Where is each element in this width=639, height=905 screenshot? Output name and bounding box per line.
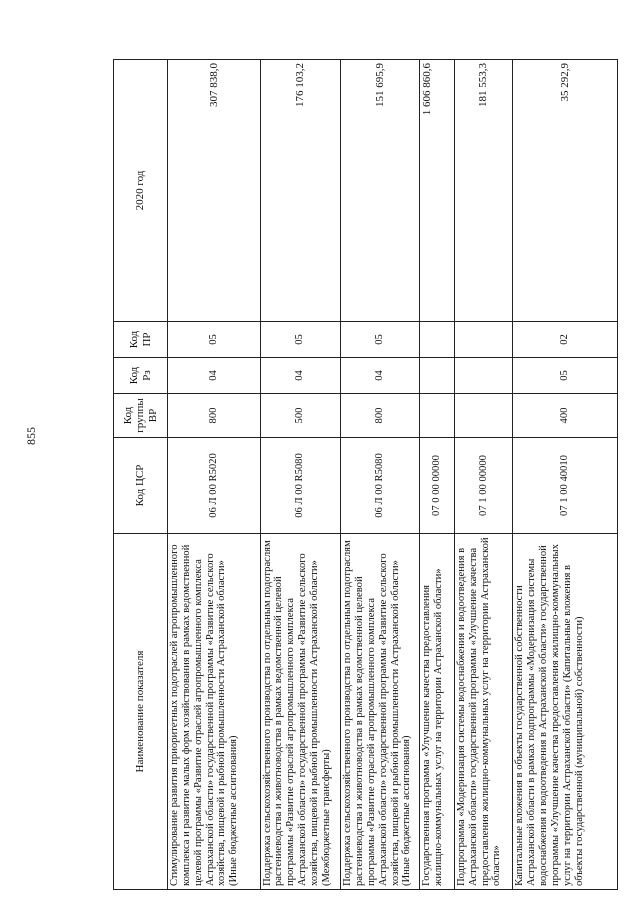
- row-amount: 181 553,3: [454, 60, 512, 322]
- row-csr: 07 1 00 00000: [454, 438, 512, 534]
- row-name: Поддержка сельскохозяйственного производства по отдельным подотраслям растениеводства и животноводства в рамках ведомственной целевой программы «Развитие отраслей агропромышленного комплекса Астраханской области» государственной программы «Развитие сельского хозяйства, пищевой и рыбной промышленности Астраханской области» (Иные бюджетные ассигнования): [341, 534, 420, 890]
- row-csr: 06 Л 00 R5080: [341, 438, 420, 534]
- row-pr: 05: [260, 322, 341, 358]
- row-vr: 800: [341, 394, 420, 438]
- table-row: [513, 60, 618, 890]
- row-vr: 800: [168, 394, 261, 438]
- header-csr: Код ЦСР: [114, 438, 168, 534]
- header-name: Наименование показателя: [114, 534, 168, 890]
- table-row: [341, 60, 420, 890]
- row-amount: 35 292,9: [513, 60, 618, 322]
- row-name: Государственная программа «Улучшение качества предоставления жилищно-коммунальных услуг на территории Астраханской области»: [419, 534, 454, 890]
- table-row: [454, 60, 512, 890]
- row-amount: 151 695,9: [341, 60, 420, 322]
- row-name: Поддержка сельскохозяйственного производства по отдельным подотраслям растениеводства и животноводства в рамках ведомственной целевой программы «Развитие отраслей агропромышленного комплекса Астраханской области» государственной программы «Развитие сельского хозяйства, пищевой и рыбной промышленности Астраханской области» (Межбюджетные трансферты): [260, 534, 341, 890]
- table-row: [168, 60, 261, 890]
- row-csr: 07 0 00 00000: [419, 438, 454, 534]
- table-row: [419, 60, 454, 890]
- row-name: Капитальные вложения в объекты государственной собственности Астраханской области в рамках подпрограммы «Модернизация системы водоснабжения и водоотведения в Астраханской области» государственной программы «Улучшение качества предоставления жилищно-коммунальных услуг на территории Астраханской области» (Капитальные вложения в объекты государственной (муниципальной) собственности): [513, 534, 618, 890]
- row-rz: 04: [168, 358, 261, 394]
- header-vr: Код группы ВР: [114, 394, 168, 438]
- row-rz: 04: [260, 358, 341, 394]
- budget-table: [113, 59, 618, 890]
- row-rz: [419, 358, 454, 394]
- header-2020: 2020 год: [114, 60, 168, 322]
- row-csr: 06 Л 00 R5080: [260, 438, 341, 534]
- row-csr: 07 1 00 40010: [513, 438, 618, 534]
- row-pr: 05: [168, 322, 261, 358]
- row-vr: 500: [260, 394, 341, 438]
- row-pr: [454, 322, 512, 358]
- row-csr: 06 Л 00 R5020: [168, 438, 261, 534]
- rotated-table-wrapper: [113, 60, 618, 890]
- row-pr: [419, 322, 454, 358]
- row-amount: 1 606 860,6: [419, 60, 454, 322]
- row-vr: [419, 394, 454, 438]
- row-rz: [454, 358, 512, 394]
- row-name: Стимулирование развития приоритетных подотраслей агропромышленного комплекса и развитие малых форм хозяйствования в рамках ведомственной целевой программы «Развитие отраслей агропромышленного комплекса Астраханской области» государственной программы «Развитие сельского хозяйства, пищевой и рыбной промышленности Астраханской области» (Иные бюджетные ассигнования): [168, 534, 261, 890]
- header-rz: Код Рз: [114, 358, 168, 394]
- page-number: 855: [24, 427, 38, 445]
- row-rz: 04: [341, 358, 420, 394]
- table-row: [260, 60, 341, 890]
- row-amount: 307 838,0: [168, 60, 261, 322]
- row-pr: 02: [513, 322, 618, 358]
- row-amount: 176 103,2: [260, 60, 341, 322]
- row-rz: 05: [513, 358, 618, 394]
- row-pr: 05: [341, 322, 420, 358]
- table-header-row: [114, 60, 168, 890]
- row-vr: 400: [513, 394, 618, 438]
- header-pr: Код ПР: [114, 322, 168, 358]
- row-vr: [454, 394, 512, 438]
- row-name: Подпрограмма «Модернизация системы водоснабжения и водоотведения в Астраханской области» государственной программы «Улучшение качества предоставления жилищно-коммунальных услуг на территории Астраханской области»: [454, 534, 512, 890]
